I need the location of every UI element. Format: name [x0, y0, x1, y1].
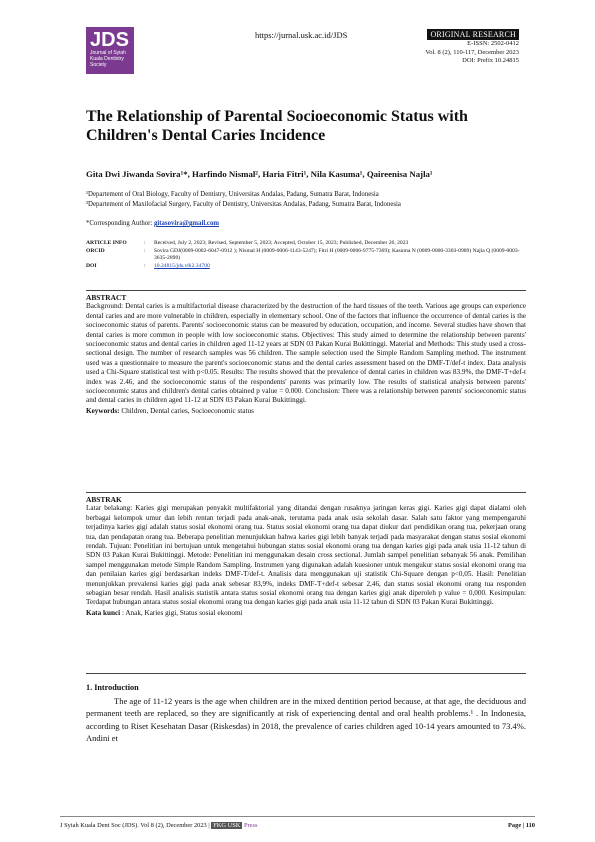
abstract-heading: ABSTRACT	[86, 293, 127, 302]
info-key: DOI	[86, 262, 97, 269]
corresponding-email-link[interactable]: gitasovira@gmail.com	[153, 220, 220, 227]
info-key: ORCID	[86, 247, 105, 254]
keywords-value: Children, Dental caries, Socioeconomic status	[121, 406, 254, 415]
article-info	[86, 240, 526, 270]
issn: E-ISSN: 2502-0412	[467, 40, 519, 47]
info-colon: :	[144, 240, 146, 246]
info-colon: :	[144, 247, 146, 254]
author-list: Gita Dwi Jiwanda Sovira¹*, Harfindo Nismal², Haria Fitri¹, Nila Kasuma¹, Qaireenisa Najla¹	[86, 169, 433, 179]
orcid-links[interactable]: Sovira GDJ(0009-0002-6047-0912 ); Nismal H (0009-0006-1143-5247); Fitri H (0009-0006-9775-7369); Kasuma N (0009-0000-3303-0989) Najla Q (0009-0003-3635-2890)	[154, 247, 520, 262]
abstrak-section	[86, 495, 526, 618]
journal-url[interactable]: https://jurnal.usk.ac.id/JDS	[255, 30, 348, 40]
footer-journal: J Syiah Kuala Dent Soc (JDS). Vol 8 (2), December 2023 |	[60, 822, 210, 829]
kata-kunci-value: : Anak, Karies gigi, Status sosial ekonomi	[121, 608, 243, 617]
abstrak-text: Latar belakang: Karies gigi merupakan penyakit multifaktorial yang ditandai dengan rusaknya jaringan keras gigi. Karies gigi dapat dialami oleh berbagai kelompok umur dan lebih rentan terjadi pada anak-anak, terutama pada anak usia sekolah dasar. Salah satu faktor yang mempengaruhi terjadinya karies gigi adalah status sosial ekonomi orang tua. Status sosial ekonomi orang tua dapat diukur dari pendidikan orang tua, pekerjaan orang tua, dan pendapatan orang tua. Beberapa penelitian menunjukkan bahwa karies gigi lebih banyak terjadi pada masyarakat dengan status sosial ekonomi rendah. Tujuan: Penelitian ini bertujuan untuk mengetahui hubungan status sosial ekonomi orang tua dengan karies gigi pada anak usia 11-12 tahun di SDN 03 Pakan Kurai Bukittinggi. Metode: Penelitian ini menggunakan desain cross sectional. Jumlah sampel penelitian sebanyak 56 anak. Pemilihan sampel menggunakan metode Simple Random Sampling. Instrumen yang digunakan adalah kuesioner untuk mengukur status sosial ekonomi orang tua dan penilaian karies gigi berdasarkan indeks DMF-T/def-t. Analisis data menggunakan uji statistik Chi-Square dengan p<0,05. Hasil: Penelitian menunjukkan prevalensi karies gigi pada anak sebesar 83,9%, indeks DMF-T+def-t sebesar 2,46, dan status sosial ekonomi orang tua responden sebagian besar rendah. Hasil analisis statistik antara status sosial ekonomi orang tua dengan karies gigi anak diperoleh p value = 0,000. Kesimpulan: Terdapat hubungan antara status sosial ekonomi orang tua dengan karies gigi pada anak usia 11-12 tahun di SDN 03 Pakan Kurai Bukittinggi.	[86, 504, 526, 607]
intro-heading: 1. Introduction	[86, 683, 139, 692]
paper-title: The Relationship of Parental Socioeconomic Status with Children's Dental Caries Incidence	[86, 108, 468, 144]
journal-meta	[425, 40, 519, 66]
article-info-row	[86, 263, 526, 271]
doi-link[interactable]: 10.24815/jds.v8i2.34700	[154, 262, 210, 269]
info-colon: :	[144, 262, 146, 269]
footer-press: Press	[244, 822, 258, 829]
abstract-text: Background: Dental caries is a multifactorial disease characterized by the destruction of the hard tissues of the teeth. Various age groups can experience dental caries and are more vulnerable in children, especially in elementary school. One of the factors that influence the occurrence of dental caries is the socioeconomic status of parents. Parents' socioeconomic status can be measured by education, occupation, and income. Several studies have shown that dental caries is more common in people with low socioeconomic status. Objectives: This study aimed to determine the relationship between parents' socioeconomic status and dental caries in children aged 11-12 years at SDN 03 Pakan Kurai Bukittinggi. Material and Methods: This study used a cross-sectional design. The number of research samples was 56 children. The sample selection used the Simple Random Sampling method. The instrument used was a questionnaire to measure the parent's socioeconomic status and the dental caries assessment based on the DMF-T/def-t index. Data analysis used a Chi-Square statistical test with p<0.05. Results: The results showed that the prevalence of dental caries in children was 83.9%, the DMF-T+def-t index was 2.46, and the socioeconomic status of the respondents' parents was primarily low. The results of statistical analysis between parents' socioeconomic status and children's dental caries obtained p value = 0.000. Conclusion: There was a relationship between parents' socioeconomic status and dental caries in children aged 11-12 at SDN 03 Pakan Kurai Bukittinggi.	[86, 302, 526, 405]
kata-kunci-label: Kata kunci	[86, 608, 121, 617]
doi-prefix: DOI: Prefix 10.24815	[462, 57, 519, 64]
affiliations	[86, 190, 536, 209]
logo-subtitle: Journal of Syiah Kuala Dentistry Society	[90, 50, 126, 68]
journal-logo	[86, 27, 134, 74]
article-type-badge: ORIGINAL RESEARCH	[427, 29, 519, 40]
info-value: Received, July 2, 2023; Revised, September 5, 2023; Accepted, October 15, 2023; Published, December 26, 2023	[154, 240, 409, 246]
article-info-row	[86, 248, 526, 263]
abstrak-heading: ABSTRAK	[86, 495, 122, 504]
footer-publisher-tag: FKG USK	[213, 822, 241, 829]
abstrak-top-rule	[86, 492, 526, 493]
info-key: ARTICLE INFO	[86, 240, 127, 246]
affiliation-1: ¹Departement of Oral Biology, Faculty of Dentistry, Universitas Andalas, Padang, Sumatra Barat, Indonesia	[86, 191, 379, 198]
abstrak-bottom-rule	[86, 673, 526, 674]
intro-text: The age of 11-12 years is the age when children are in the mixed dentition period because, at that age, the deciduous and permanent teeth are replaced, so they are significantly at risk of experiencing dental and oral health problems.¹ . In Indonesia, according to Riset Kesehatan Dasar (Riskesdas) in 2018, the prevalence of caries children aged 10-14 years amounted to 73.4%. Andini et	[86, 696, 526, 743]
corresponding-label: *Corresponding Author:	[86, 220, 153, 227]
volume: Vol. 8 (2), 110-117, December 2023	[425, 48, 519, 56]
footer-citation	[60, 822, 258, 829]
abstract-section	[86, 293, 526, 416]
keywords-label: Keywords:	[86, 406, 120, 415]
abstract-top-rule	[86, 290, 526, 291]
abstract-keywords	[86, 407, 526, 416]
footer-rule	[60, 816, 535, 817]
article-info-row	[86, 240, 526, 248]
logo-text: JDS	[90, 29, 129, 51]
corresponding-author	[86, 220, 219, 227]
page-number: Page | 110	[508, 822, 535, 829]
abstrak-keywords	[86, 609, 526, 618]
affiliation-2: ²Departement of Maxilofacial Surgery, Faculty of Dentistry, Universitas Andalas, Padang, Sumatra Barat, Indonesia	[86, 200, 401, 208]
